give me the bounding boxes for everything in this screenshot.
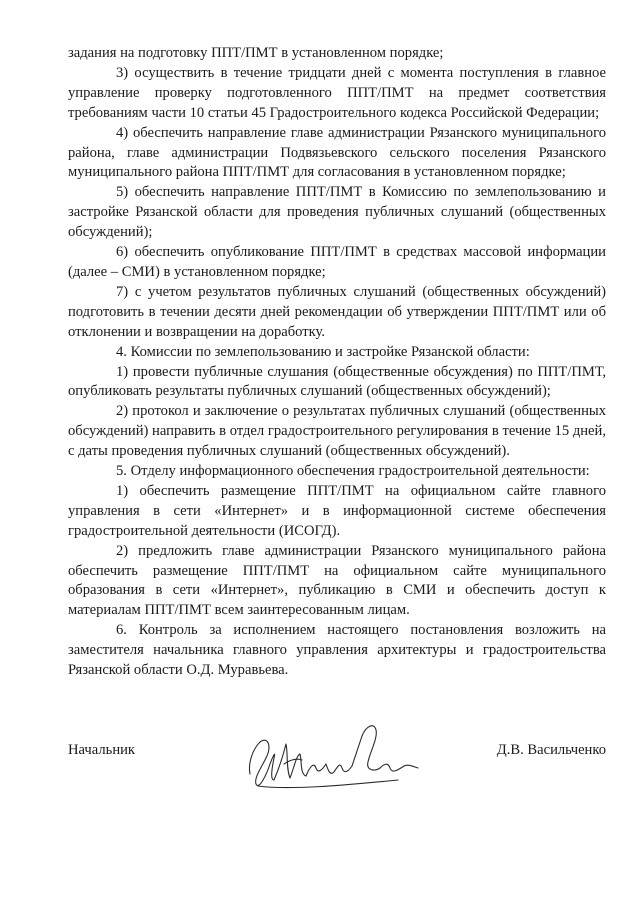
paragraph-5: 6) обеспечить опубликование ППТ/ПМТ в средствах массовой информации (далее – СМИ) в установленном порядке;: [68, 244, 606, 280]
paragraph-1: задания на подготовку ППТ/ПМТ в установленном порядке;: [68, 45, 444, 61]
document-body: [68, 44, 606, 681]
paragraph-3: 4) обеспечить направление главе администрации Рязанского муниципального района, главе администрации Подвязьевского сельского поселения Рязанского муниципального района ППТ/ПМТ для согласования в установленном порядке;: [68, 124, 606, 181]
paragraph-9: 2) протокол и заключение о результатах публичных слушаний (общественных обсуждений) направить в отдел градостроительного регулирования в течение 15 дней, с даты проведения публичных слушаний (общественных обсуждений).: [68, 403, 606, 460]
paragraph-13: 6. Контроль за исполнением настоящего постановления возложить на заместителя начальника главного управления архитектуры и градостроительства Рязанской области О.Д. Муравьева.: [68, 622, 606, 679]
paragraph-7: 4. Комиссии по землепользованию и застройке Рязанской области:: [116, 343, 530, 360]
handwritten-signature: [228, 706, 428, 816]
paragraph-12: 2) предложить главе администрации Рязанского муниципального района обеспечить размещение ППТ/ПМТ на официальном сайте муниципального образования в сети «Интернет», публикацию в СМИ и обеспечить доступ к материалам ППТ/ПМТ всем заинтересованным лицам.: [68, 542, 606, 619]
paragraph-6: 7) с учетом результатов публичных слушаний (общественных обсуждений) подготовить в течении десяти дней рекомендации об утверждении ППТ/ПМТ или об отклонении и возвращении на доработку.: [68, 283, 606, 340]
paragraph-4: 5) обеспечить направление ППТ/ПМТ в Комиссию по землепользованию и застройке Рязанской области для проведения публичных слушаний (общественных обсуждений);: [68, 184, 606, 241]
paragraph-10: 5. Отделу информационного обеспечения градостроительной деятельности:: [116, 463, 590, 480]
paragraph-11: 1) обеспечить размещение ППТ/ПМТ на официальном сайте главного управления в сети «Интернет» и в информационной системе обеспечения градостроительной деятельности (ИСОГД).: [68, 482, 606, 539]
paragraph-2: 3) осуществить в течение тридцати дней с момента поступления в главное управление проверку подготовленного ППТ/ПМТ на предмет соответствия требованиям части 10 статьи 45 Градостроительного кодекса Российской Федерации;: [68, 64, 606, 121]
signature-block: [68, 742, 606, 822]
signatory-name: Д.В. Васильченко: [496, 742, 606, 758]
paragraph-8: 1) провести публичные слушания (общественные обсуждения) по ППТ/ПМТ, опубликовать результаты публичных слушаний (общественных обсуждений);: [68, 363, 606, 400]
position-title: Начальник: [68, 742, 136, 758]
